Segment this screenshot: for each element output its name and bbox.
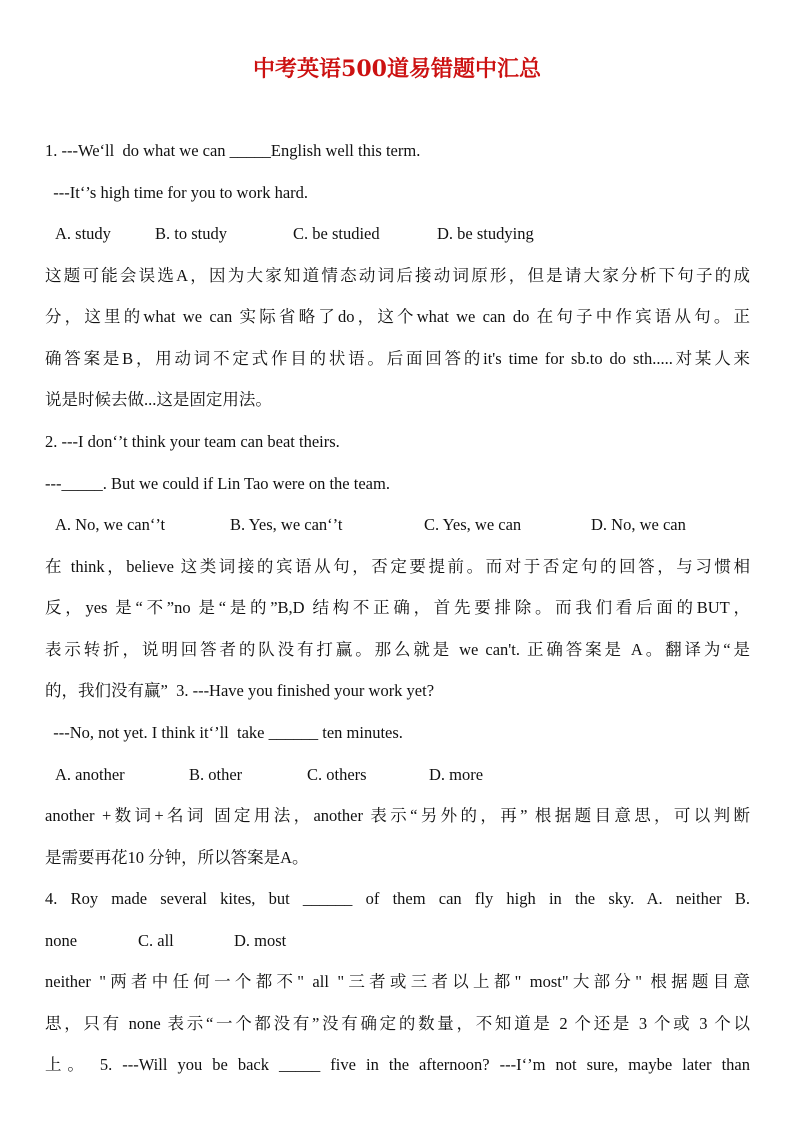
question-3-explanation-line: 是需要再花10 分钟，所以答案是A。	[45, 848, 309, 867]
question-3-reply: ---No, not yet. I think it‘’ll take ______ ten minutes.	[45, 723, 403, 742]
question-3-option-b: B. other	[189, 765, 243, 784]
question-4-stem: 4. Roy made several kites, but ______ of them can fly high in the sky. A. neither B.	[45, 889, 750, 908]
question-1-reply: ---It‘’s high time for you to work hard.	[45, 183, 309, 202]
question-2-explanation-line: 的，我们没有赢” 3. ---Have you finished your work yet?	[45, 681, 435, 700]
question-3-option-a: A. another	[55, 765, 125, 784]
question-1-stem: 1. ---We‘ll do what we can _____English well this term.	[45, 141, 421, 160]
question-4-option-b: none	[45, 931, 78, 950]
question-4-option-d: D. most	[234, 931, 287, 950]
question-2-explanation-line: 反，yes 是“不”no 是“是的”B,D 结构不正确，首先要排除。而我们看后面的BUT，	[45, 598, 750, 617]
question-3-option-d: D. more	[429, 765, 484, 784]
question-2-explanation-line: 表示转折，说明回答者的队没有打赢。那么就是 we can't. 正确答案是 A。翻译为“是	[45, 640, 750, 659]
question-1-explanation-line: 确答案是B，用动词不定式作目的状语。后面回答的it's time for sb.to do sth.....对某人来	[45, 349, 750, 368]
question-2-explanation-line: 在 think，believe 这类词接的宾语从句，否定要提前。而对于否定句的回答，与习惯相	[45, 557, 750, 576]
question-2-option-c: C. Yes, we can	[424, 515, 522, 534]
question-2-option-a: A. No, we can‘’t	[55, 515, 166, 534]
question-2-option-b: B. Yes, we can‘’t	[230, 515, 343, 534]
question-2-stem: 2. ---I don‘’t think your team can beat theirs.	[45, 432, 340, 451]
question-3-explanation-line: another +数词+名词 固定用法，another 表示“另外的，再” 根据题目意思，可以判断	[45, 806, 750, 825]
question-1-explanation-line: 说是时候去做...这是固定用法。	[45, 390, 272, 409]
question-1-option-d: D. be studying	[437, 224, 534, 243]
question-1-explanation-line: 分，这里的what we can 实际省略了do，这个what we can do 在句子中作宾语从句。正	[45, 307, 750, 326]
question-4-explanation-line: 上。 5. ---Will you be back _____ five in the afternoon? ---I‘’m not sure, maybe later than	[45, 1055, 750, 1074]
question-1-option-b: B. to study	[155, 224, 227, 243]
question-3-option-c: C. others	[307, 765, 367, 784]
page-title: 中考英语500道易错题中汇总	[253, 56, 541, 82]
question-1-explanation-line: 这题可能会误选A，因为大家知道情态动词后接动词原形，但是请大家分析下句子的成	[45, 266, 750, 285]
question-1-option-c: C. be studied	[293, 224, 380, 243]
question-4-explanation-line: 思，只有 none 表示“一个都没有”没有确定的数量，不知道是 2 个还是 3 个或 3 个以	[45, 1014, 750, 1033]
question-1-option-a: A. study	[55, 224, 111, 243]
question-4-explanation-line: neither "两者中任何一个都不" all "三者或三者以上都" most"大部分" 根据题目意	[45, 972, 750, 991]
question-2-option-d: D. No, we can	[591, 515, 686, 534]
question-4-option-c: C. all	[138, 931, 174, 950]
question-2-reply: ---_____. But we could if Lin Tao were on the team.	[45, 474, 390, 493]
